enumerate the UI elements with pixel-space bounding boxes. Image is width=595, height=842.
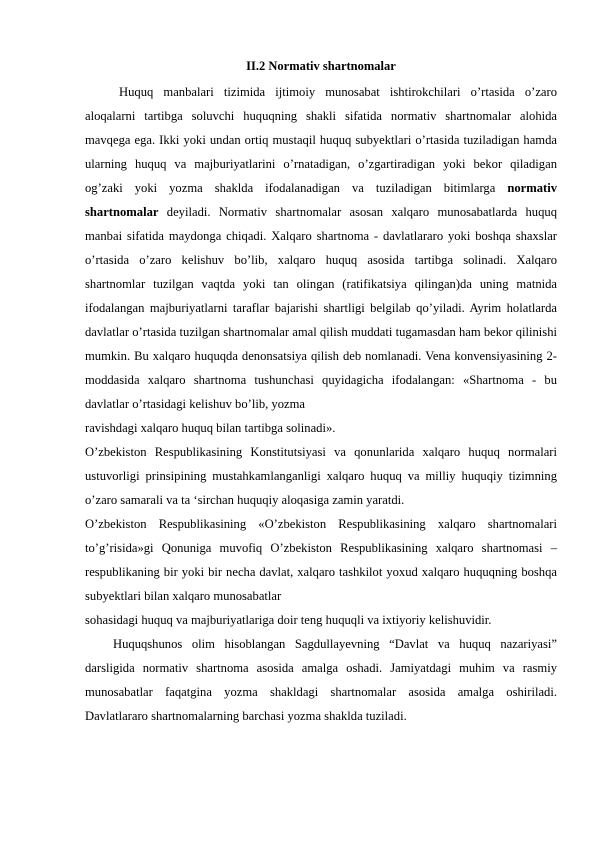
paragraph-text: deyiladi. Normativ shartnomalar asosan xalqaro munosabatlarda huquq manbai sifatida maydonga chiqadi. Xalqaro shartnoma - davlatlararo yoki boshqa shaxslar o’rtasida o’zaro kelishuv bo’lib, xalqaro huquq asosida tartibga solinadi. Xalqaro shartnomlar tuzilgan vaqtda yoki tan olingan (ratifikatsiya qilingan)da uning matnida ifodalangan majburiyatlarni taraflar bajarishi shartligi belgilab qo’yiladi. Ayrim holatlarda davlatlar o’rtasida tuzilgan shartnomalar amal qilish muddati tugamasdan ham bekor qilinishi mumkin. Bu xalqaro huquqda denonsatsiya qilish deb nomlanadi. Vena konvensiyasining 2-moddasida xalqaro shartnoma tushunchasi quyidagicha ifodalangan: «Shartnoma - bu davlatlar o’rtasidagi kelishuv bo’lib, yozma <box>85 205 557 411</box>
paragraph-text: Huquq manbalari tizimida ijtimoiy munosabat ishtirokchilari o’rtasida o’zaro aloqalarni tartibga soluvchi huquqning shakli sifatida normativ shartnomalar alohida mavqega ega. Ikki yoki undan ortiq mustaqil huquq subyektlari o’rtasida tuziladigan hamda ularning huquq va majburiyatlarini o’rnatadigan, o’zgartiradigan yoki bekor qiladigan og’zaki yoki yozma shaklda ifodalanadigan va tuziladigan bitimlarga <box>85 85 557 195</box>
paragraph-line: ravishdagi xalqaro huquq bilan tartibga solinadi». <box>85 421 336 435</box>
paragraph-konstitutsiya: O’zbekiston Respublikasining Konstitutsiyasi va qonunlarida xalqaro huquq normalari ustuvorligi prinsipining mustahkamlanganligi xalqaro huquq va milliy huquqiy tizimning o’zaro samarali va ta ‘sirchan huquqiy aloqasiga zamin yaratdi. <box>85 445 557 507</box>
paragraph-line: sohasidagi huquq va majburiyatlariga doir teng huquqli va ixtiyoriy kelishuvidir. <box>85 613 492 627</box>
document-page <box>85 56 557 728</box>
bold-term: normativ shartnomalar <box>85 181 557 219</box>
section-title: II.2 Normativ shartnomalar <box>246 59 396 73</box>
paragraph-sagdullayev: Huquqshunos olim hisoblangan Sagdullayevning “Davlat va huquq nazariyasi” darsligida normativ shartnoma asosida amalga oshadi. Jamiyatdagi muhim va rasmiy munosabatlar faqatgina yozma shakldagi shartnomalar asosida amalga oshiriladi. Davlatlararo shartnomalarning barchasi yozma shaklda tuziladi. <box>85 637 557 723</box>
paragraph-qonun: O’zbekiston Respublikasining «O’zbekiston Respublikasining xalqaro shartnomalari to’g’risida»gi Qonuniga muvofiq O’zbekiston Respublikasining xalqaro shartnomasi – respublikaning bir yoki bir necha davlat, xalqaro tashkilot yoxud xalqaro huquqning boshqa subyektlari bilan xalqaro munosabatlar <box>85 517 557 603</box>
paragraph-normativ-shartnomalar <box>85 80 557 416</box>
